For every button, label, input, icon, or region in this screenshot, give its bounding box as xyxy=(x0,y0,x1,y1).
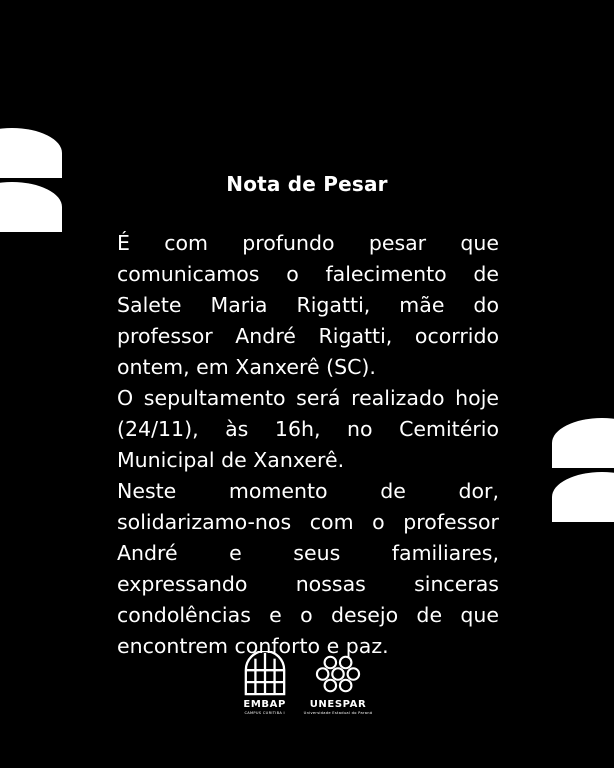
notice-body xyxy=(117,228,499,662)
logo-row xyxy=(0,651,614,716)
decorative-half-circle-bottom-right-2 xyxy=(552,472,614,522)
decorative-half-circle-top-left-1 xyxy=(0,128,62,178)
unespar-logo-subtitle: Universidade Estadual do Paraná xyxy=(303,711,373,716)
unespar-flower-grid-icon xyxy=(315,651,361,697)
unespar-logo-name: UNESPAR xyxy=(309,699,367,711)
embap-window-grid-icon xyxy=(242,651,288,697)
page-title: Nota de Pesar xyxy=(226,172,388,196)
notice-paragraph-2: O sepultamento será realizado hoje (24/11), às 16h, no Cemitério Municipal de Xanxerê. xyxy=(117,386,499,472)
logo-unespar xyxy=(304,651,373,716)
embap-logo-subtitle: CAMPUS CURITIBA I xyxy=(244,711,285,716)
embap-logo-name: EMBAP xyxy=(243,699,286,711)
notice-paragraph-3: Neste momento de dor, solidarizamo-nos com o professor André e seus familiares, expressando nossas sinceras condolências e o desejo de que encontrem conforto e paz. xyxy=(117,479,499,658)
decorative-half-circle-bottom-right-1 xyxy=(552,418,614,468)
notice-paragraph-1: É com profundo pesar que comunicamos o falecimento de Salete Maria Rigatti, mãe do professor André Rigatti, ocorrido ontem, em Xanxerê (SC). xyxy=(117,231,499,379)
logo-embap xyxy=(242,651,288,716)
